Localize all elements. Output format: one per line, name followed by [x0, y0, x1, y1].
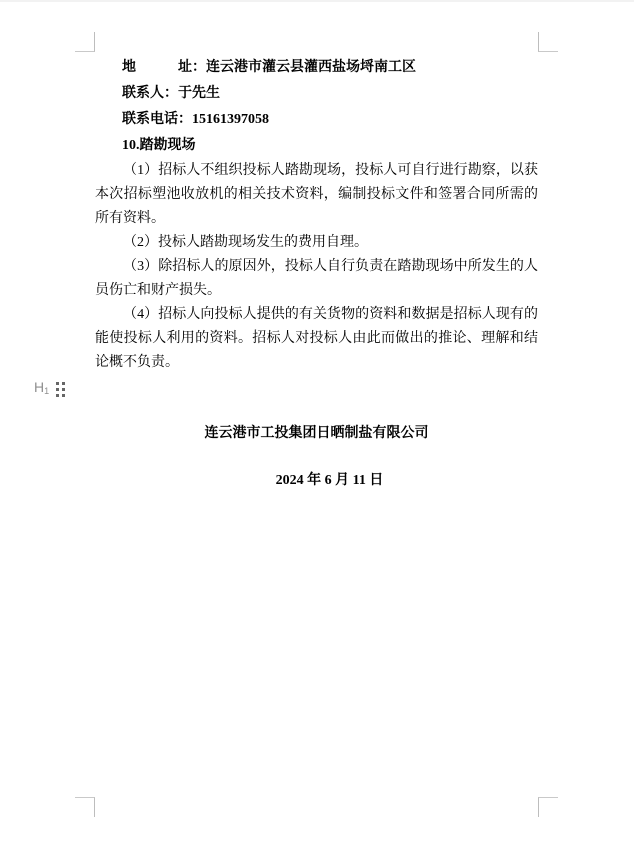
crop-mark-bottom-left — [75, 797, 95, 817]
crop-mark-bottom-right — [538, 797, 558, 817]
signature-company: 连云港市工投集团日晒制盐有限公司 — [204, 426, 429, 441]
contact-block — [95, 55, 538, 133]
section-heading-site-visit: 10.踏勘现场 — [122, 138, 196, 153]
block-handle — [34, 378, 65, 400]
contact-phone-line: 联系电话：15161397058 — [122, 112, 269, 127]
crop-mark-top-left — [75, 32, 95, 52]
heading-level-icon[interactable]: $H_1$ — [34, 379, 50, 396]
document-text-area — [95, 52, 538, 375]
window-top-edge — [0, 0, 634, 2]
paragraph-3: （3）除招标人的原因外，投标人自行负责在踏勘现场中所发生的人员伤亡和财产损失。 — [95, 259, 538, 298]
paragraph-4: （4）招标人向投标人提供的有关货物的资料和数据是招标人现有的能使投标人利用的资料。招标人对投标人由此而做出的推论、理解和结论概不负责。 — [95, 307, 538, 370]
drag-handle-icon[interactable] — [56, 382, 65, 397]
signature-date: 2024 年 6 月 11 日 — [275, 473, 384, 488]
paragraph-1: （1）招标人不组织投标人踏勘现场，投标人可自行进行勘察，以获本次招标塑池收放机的相关技术资料，编制投标文件和签署合同所需的所有资料。 — [95, 163, 538, 226]
contact-address-line: 地 址：连云港市灌云县灌西盐场埒南工区 — [122, 60, 416, 75]
paragraph-2: （2）投标人踏勘现场发生的费用自理。 — [123, 235, 368, 250]
contact-person-line: 联系人：于先生 — [122, 86, 220, 101]
crop-mark-top-right — [538, 32, 558, 52]
